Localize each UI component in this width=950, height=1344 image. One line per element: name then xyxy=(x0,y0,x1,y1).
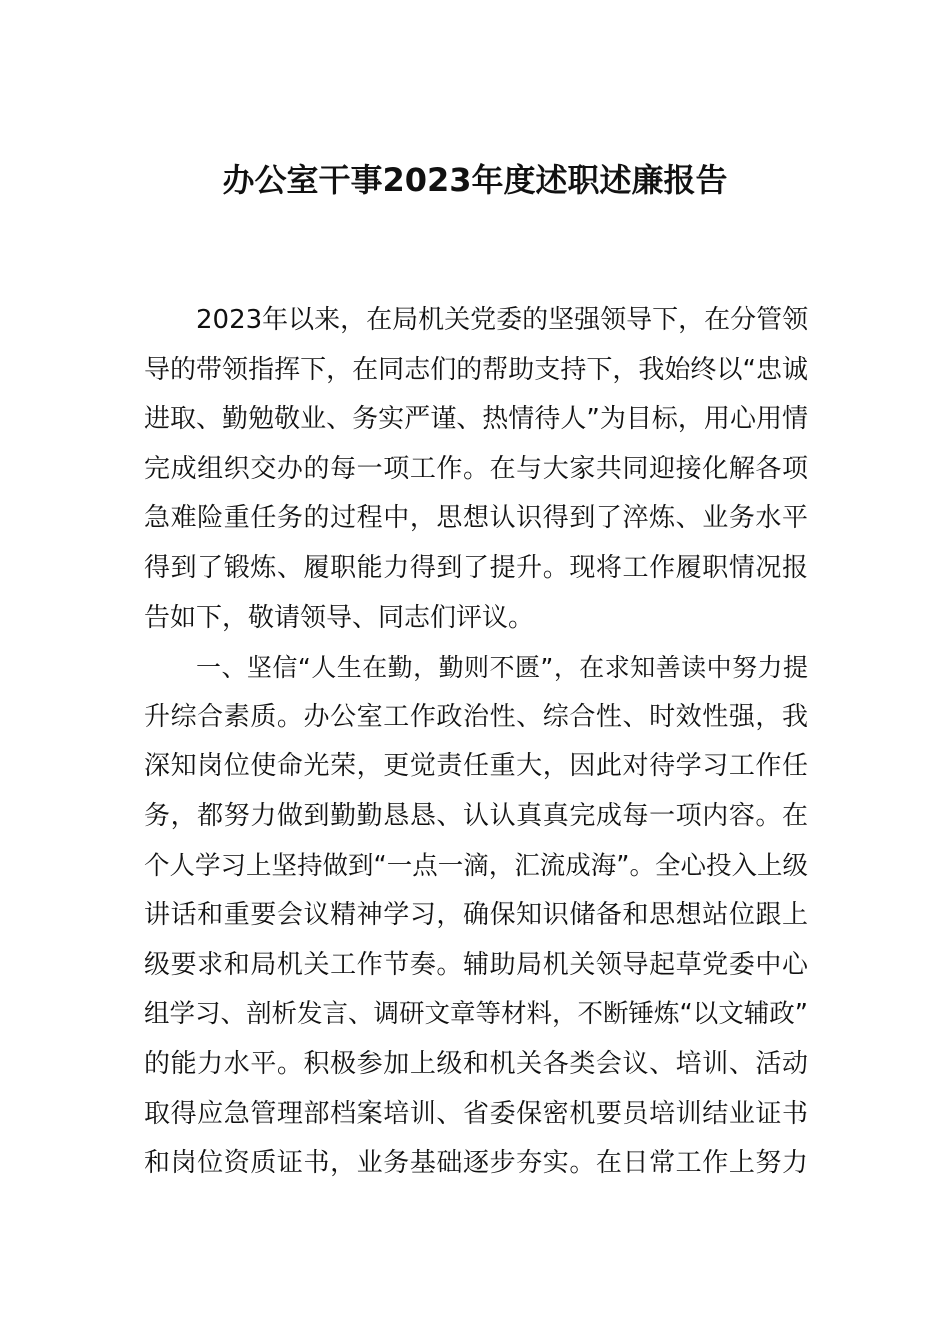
text-line: 和岗位资质证书，业务基础逐步夯实。在日常工作上努力 xyxy=(144,1148,808,1179)
text-line: 一、坚信“人生在勤，勤则不匮”，在求知善读中努力提 xyxy=(196,653,808,683)
text-line: 的能力水平。积极参加上级和机关各类会议、培训、活动 xyxy=(144,1048,808,1079)
text-line: 进取、勤勉敬业、务实严谨、热情待人”为目标，用心用情 xyxy=(144,404,808,435)
text-line: 升综合素质。办公室工作政治性、综合性、时效性强，我 xyxy=(144,701,808,732)
text-line: 急难险重任务的过程中，思想认识得到了淬炼、业务水平 xyxy=(144,503,808,534)
text-line: 深知岗位使命光荣，更觉责任重大，因此对待学习工作任 xyxy=(144,751,808,782)
text-line: 导的带领指挥下，在同志们的帮助支持下，我始终以“忠诚 xyxy=(144,354,808,385)
text-line: 告如下，敬请领导、同志们评议。 xyxy=(144,602,535,633)
text-line: 讲话和重要会议精神学习，确保知识储备和思想站位跟上 xyxy=(144,900,808,931)
paragraph-intro xyxy=(144,296,808,643)
text-line: 个人学习上坚持做到“一点一滴，汇流成海”。全心投入上级 xyxy=(144,850,808,881)
document-body xyxy=(144,296,808,1189)
text-line: 2023年以来，在局机关党委的坚强领导下，在分管领 xyxy=(196,305,809,335)
text-line: 级要求和局机关工作节奏。辅助局机关领导起草党委中心 xyxy=(144,949,808,980)
document-title: 办公室干事2023年度述职述廉报告 xyxy=(222,161,728,199)
text-line: 取得应急管理部档案培训、省委保密机要员培训结业证书 xyxy=(144,1098,808,1129)
text-line: 完成组织交办的每一项工作。在与大家共同迎接化解各项 xyxy=(144,453,808,484)
text-line: 组学习、剖析发言、调研文章等材料，不断锤炼“以文辅政” xyxy=(144,999,808,1030)
text-line: 得到了锻炼、履职能力得到了提升。现将工作履职情况报 xyxy=(144,552,808,583)
text-line: 务，都努力做到勤勤恳恳、认认真真完成每一项内容。在 xyxy=(144,800,808,831)
paragraph-section-one xyxy=(144,643,808,1189)
